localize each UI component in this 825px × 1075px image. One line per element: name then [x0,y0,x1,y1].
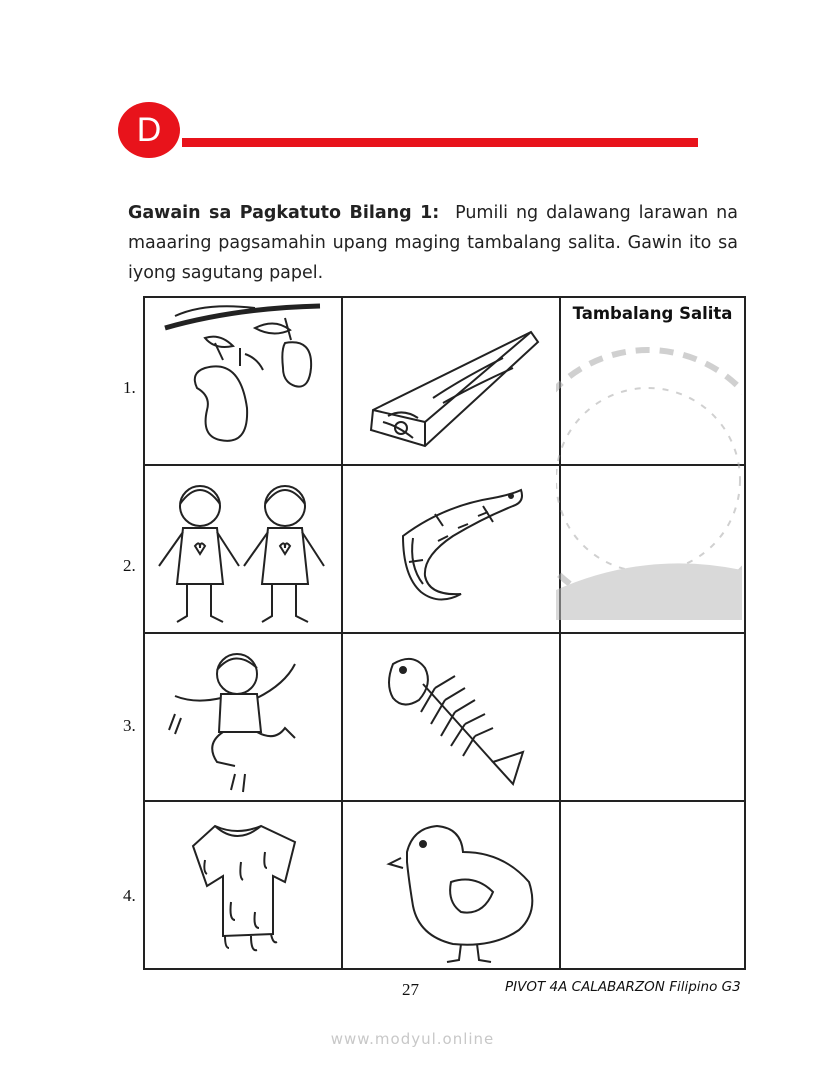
page-footer-text: PIVOT 4A CALABARZON Filipino G3 [505,979,741,995]
jumping-boy-icon [145,634,341,800]
picture-cell [342,297,560,465]
watermark-text: www.modyul.online [330,1030,495,1048]
instructions-lead: Gawain sa Pagkatuto Bilang 1: [128,202,440,223]
picture-cell [342,465,560,633]
mango-icon [145,298,341,464]
row-number-4: 4. [123,886,136,905]
instructions [128,198,738,288]
row-number-3: 3. [123,716,136,735]
dirty-shirt-icon [145,802,341,968]
picture-cell [144,801,342,969]
answer-cell [560,801,745,969]
section-letter: D [136,110,162,149]
school-seal-stamp [556,320,742,620]
chicken-icon [343,802,559,968]
picture-cell [144,297,342,465]
fish-bone-icon [343,634,559,800]
picture-cell [342,633,560,801]
wooden-plank-icon [343,298,559,464]
instructions-body: Pumili ng dalawang larawan na maaaring pagsamahin upang maging tambalang salita. Gawin ito sa iyong sagutang papel. [128,202,738,283]
row-number-2: 2. [123,556,136,575]
answer-column-header: Tambalang Salita [572,304,733,323]
table-row [144,801,745,969]
picture-cell [342,801,560,969]
section-rule [182,138,698,147]
page-number: 27 [402,980,419,999]
table-row [144,633,745,801]
picture-cell [144,465,342,633]
twin-girls-icon [145,466,341,632]
row-number-1: 1. [123,378,136,397]
picture-cell [144,633,342,801]
section-badge [118,102,180,158]
salamander-icon [343,466,559,632]
answer-cell [560,633,745,801]
